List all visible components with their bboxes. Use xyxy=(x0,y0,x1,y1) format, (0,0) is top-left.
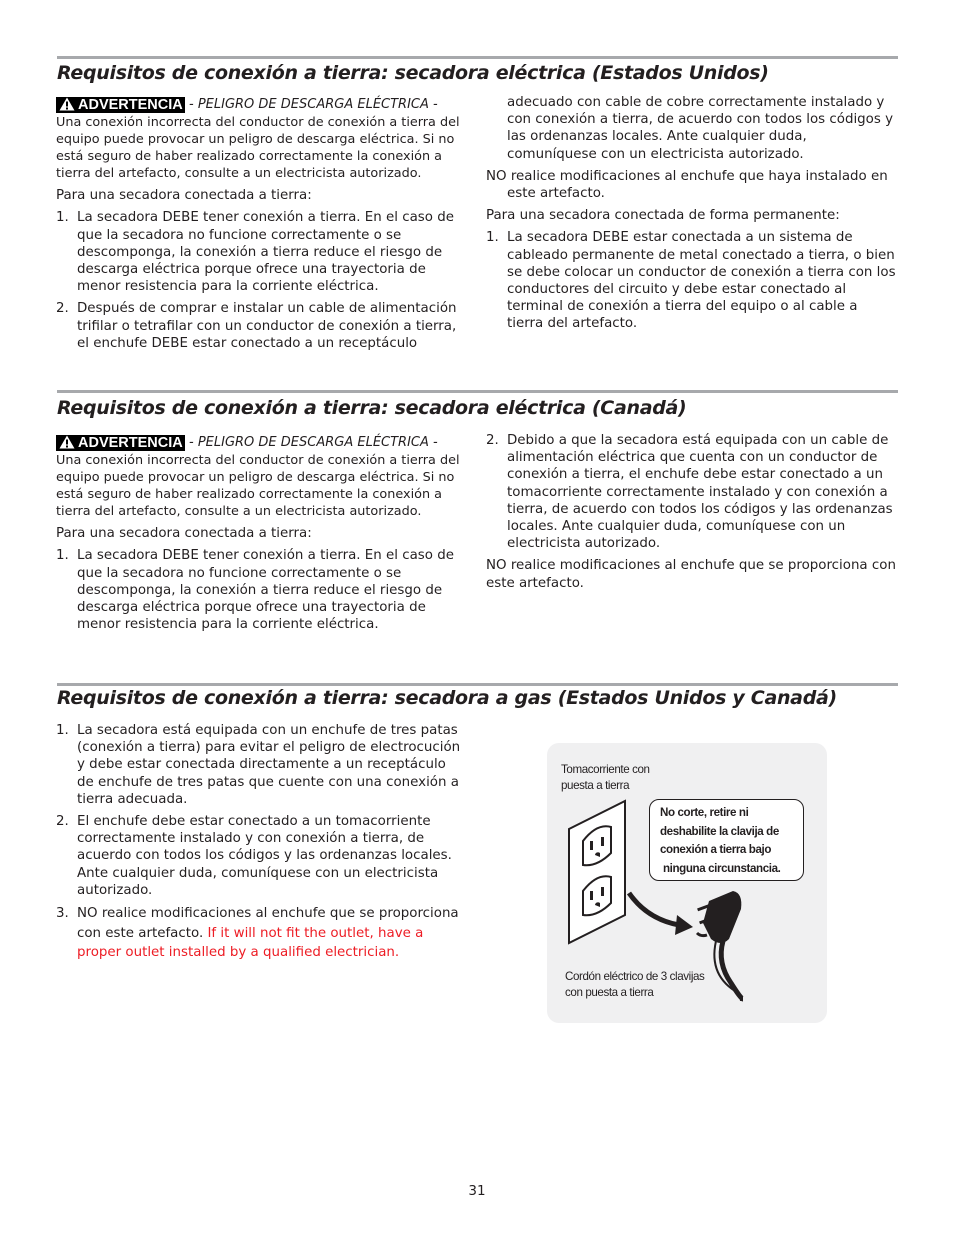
list-item: 1. La secadora está equipada con un enchufe de tres patas (conexión a tierra) para evitar el peligro de electrocución y debe estar conectada directamente a un receptáculo de enchufe de tres patas que cuente con una conexión a tierra adecuada. xyxy=(56,723,461,807)
list-item: 2. Debido a que la secadora está equipada con un cable de alimentación eléctrica que cuenta con un conductor de conexión a tierra, el enchufe debe estar conectado a un tomacorriente correctamente instalado y con conexión a tierra, de acuerdo con todos los códigos y las ordenanzas locales. Ante cualquier duda, comuníquese con un electricista autorizado. xyxy=(486,433,893,552)
list-item: 3. NO realice modificaciones al enchufe que se proporciona con este artefacto. If it will not fit the outlet, have a proper outlet installed by a qualified electrician. xyxy=(56,906,459,961)
outlet-label: Tomacorriente con puesta a tierra xyxy=(561,763,650,792)
grounded-list-continued xyxy=(486,432,896,552)
list-item: 1. La secadora DEBE estar conectada a un sistema de cableado permanente de metal conectado a tierra, o bien se debe colocar un conductor de conexión a tierra con los conductores del circuito y debe estar conectado al terminal de conexión a tierra del equipo o al cable a tierra del artefacto. xyxy=(486,230,896,332)
grounded-list xyxy=(56,547,468,633)
wall-plate xyxy=(569,801,625,943)
no-modify-note: NO realice modificaciones al enchufe que se proporciona con este artefacto. xyxy=(486,558,896,591)
list-item-continuation: adecuado con cable de cobre correctamente instalado y con conexión a tierra, de acuerdo con todos los códigos y las ordenanzas locales. Ante cualquier duda, comuníquese con un electricista autorizado. xyxy=(507,95,894,162)
warning-callout: No corte, retire ni deshabilite la clavija de conexión a tierra bajo ninguna circunstancia. xyxy=(649,799,804,881)
section-rule xyxy=(57,683,898,686)
section-electric-us-right xyxy=(486,94,896,338)
warning-header xyxy=(56,96,468,113)
section-rule xyxy=(57,56,898,59)
permanent-intro: Para una secadora conectada de forma permanente: xyxy=(486,208,840,224)
section-title-gas: Requisitos de conexión a tierra: secadora a gas (Estados Unidos y Canadá) xyxy=(57,687,837,709)
grounded-list xyxy=(56,209,468,352)
warning-hazard: - PELIGRO DE DESCARGA ELÉCTRICA - xyxy=(189,97,438,112)
section-title-electric-us: Requisitos de conexión a tierra: secadora eléctrica (Estados Unidos) xyxy=(57,62,769,84)
gas-list xyxy=(56,722,466,963)
section-electric-canada-right xyxy=(486,432,896,597)
section-title-electric-canada: Requisitos de conexión a tierra: secadora eléctrica (Canadá) xyxy=(57,397,687,419)
arrow xyxy=(629,893,679,925)
warning-text: Una conexión incorrecta del conductor de conexión a tierra del equipo puede provocar un peligro de descarga eléctrica. Si no está seguro de haber realizado correctamente la conexión a tierra del artefacto, consulte a un electricista autorizado. xyxy=(56,453,460,520)
section-rule xyxy=(57,390,898,393)
warning-badge: ADVERTENCIA xyxy=(56,435,185,451)
page-number: 31 xyxy=(468,1183,486,1199)
section-electric-us-left xyxy=(56,96,468,357)
arrow-head xyxy=(675,915,693,935)
warning-hazard: - PELIGRO DE DESCARGA ELÉCTRICA - xyxy=(189,435,438,450)
warning-header xyxy=(56,434,468,451)
cord-label: Cordón eléctrico de 3 clavijas con puesta a tierra xyxy=(565,970,705,999)
warning-triangle-icon xyxy=(59,435,75,449)
warning-triangle-icon xyxy=(59,97,75,111)
list-item: 1. La secadora DEBE tener conexión a tierra. En el caso de que la secadora no funcione correctamente o se descomponga, la conexión a tierra reduce el riesgo de descarga eléctrica porque ofrece una trayectoria de menor resistencia para la corriente eléctrica. xyxy=(56,210,454,295)
list-item: 1. La secadora DEBE tener conexión a tierra. En el caso de que la secadora no funcione correctamente o se descomponga, la conexión a tierra reduce el riesgo de descarga eléctrica porque ofrece una trayectoria de menor resistencia para la corriente eléctrica. xyxy=(56,548,454,633)
grounded-intro: Para una secadora conectada a tierra: xyxy=(56,188,312,204)
qualified-electrician-note: If it will not fit the outlet, have a proper outlet installed by a qualified electrician. xyxy=(77,925,424,961)
list-item: 2. El enchufe debe estar conectado a un tomacorriente correctamente instalado y con conexión a tierra, de acuerdo con todos los códigos y las ordenanzas locales. Ante cualquier duda, comuníquese con un electricista autorizado. xyxy=(56,814,452,898)
section-gas-text xyxy=(56,722,466,968)
grounded-intro: Para una secadora conectada a tierra: xyxy=(56,526,312,542)
warning-badge: ADVERTENCIA xyxy=(56,97,185,113)
list-item: 2. Después de comprar e instalar un cable de alimentación trifilar o tetrafilar con un conductor de conexión a tierra, el enchufe DEBE estar conectado a un receptáculo xyxy=(56,301,457,351)
no-modify-note: NO realice modificaciones al enchufe que haya instalado en este artefacto. xyxy=(486,168,888,202)
warning-text: Una conexión incorrecta del conductor de conexión a tierra del equipo puede provocar un peligro de descarga eléctrica. Si no está seguro de haber realizado correctamente la conexión a tierra del artefacto, consulte a un electricista autorizado. xyxy=(56,115,460,182)
permanent-list xyxy=(486,229,896,332)
section-electric-canada-left xyxy=(56,434,468,638)
